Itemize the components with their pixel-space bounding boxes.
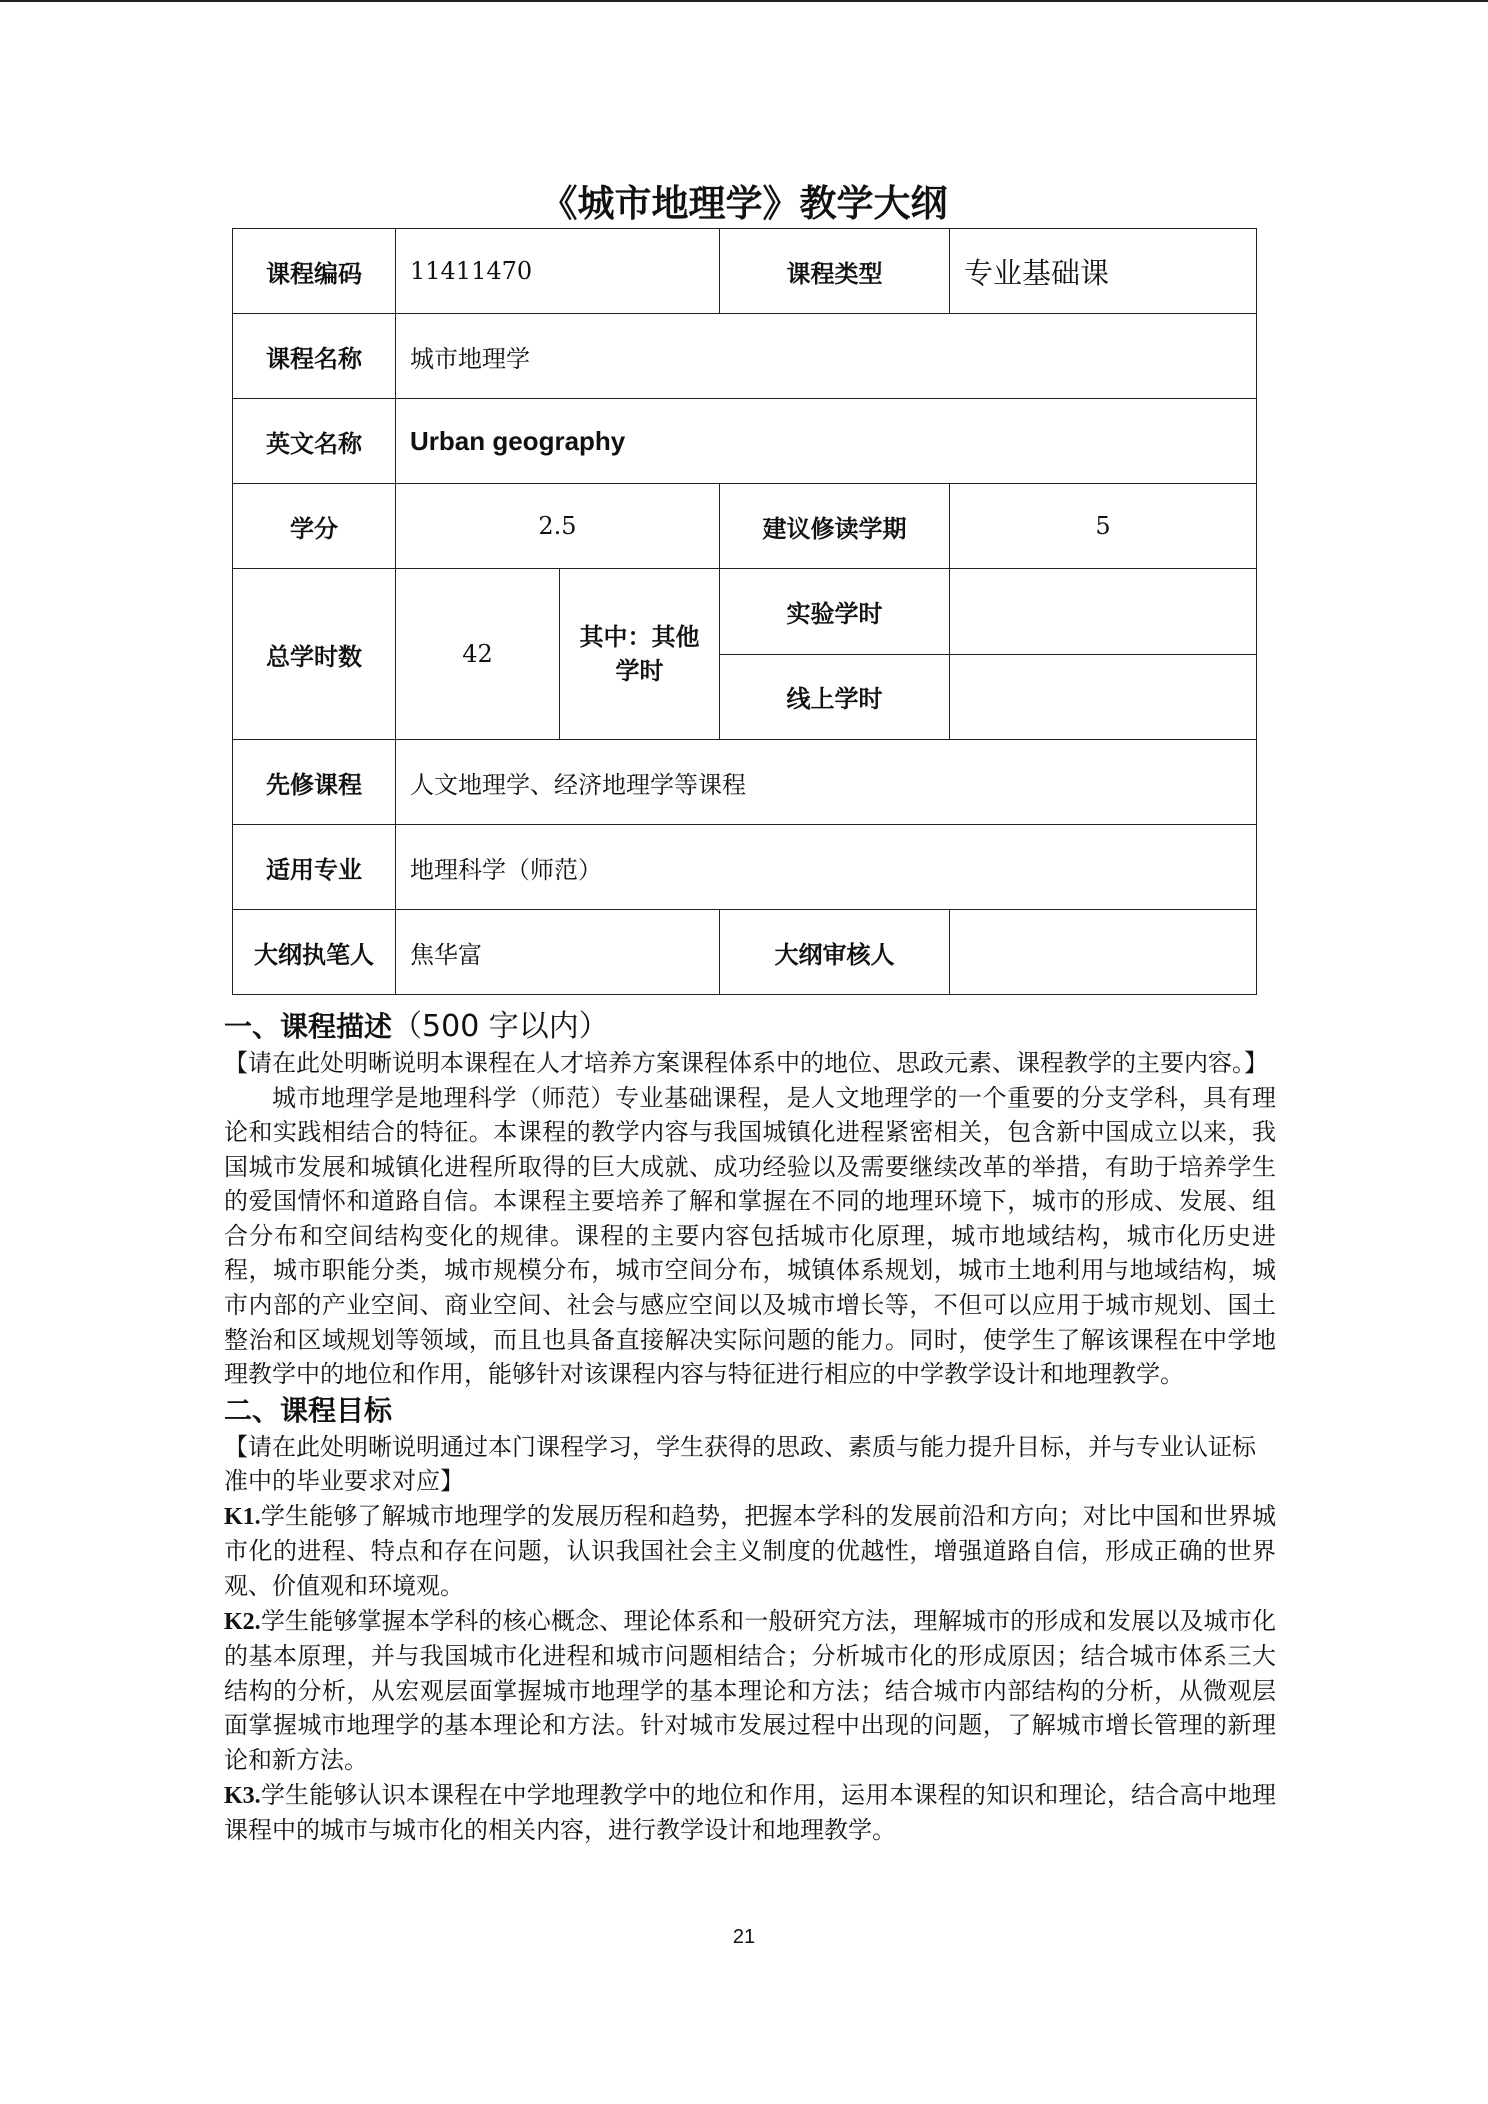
course-name-label: 课程名称 xyxy=(233,314,396,399)
objective-key: K2. xyxy=(224,1608,261,1635)
semester-value: 5 xyxy=(950,484,1257,569)
table-row xyxy=(233,229,1257,314)
objective-item xyxy=(224,1778,1276,1848)
other-hours-label: 其中：其他学时 xyxy=(560,569,720,740)
online-hours-label: 线上学时 xyxy=(720,654,950,740)
prereq-label: 先修课程 xyxy=(233,740,396,825)
section-instruction: 【请在此处明晰说明本课程在人才培养方案课程体系中的地位、思政元素、课程教学的主要内容。】 xyxy=(224,1049,1268,1077)
course-code-label: 课程编码 xyxy=(233,229,396,314)
author-label: 大纲执笔人 xyxy=(233,910,396,995)
english-name-label: 英文名称 xyxy=(233,399,396,484)
credit-value: 2.5 xyxy=(396,484,720,569)
objective-text: 学生能够了解城市地理学的发展历程和趋势，把握本学科的发展前沿和方向；对比中国和世界城市化的进程、特点和存在问题，认识我国社会主义制度的优越性，增强道路自信，形成正确的世界观、价值观和环境观。 xyxy=(224,1501,1276,1601)
reviewer-value xyxy=(950,910,1257,995)
semester-label: 建议修读学期 xyxy=(720,484,950,569)
credit-label: 学分 xyxy=(233,484,396,569)
section-heading-objectives: 二、课程目标 xyxy=(224,1393,393,1427)
page-number: 21 xyxy=(732,1926,756,1948)
course-name-value: 城市地理学 xyxy=(396,314,1257,399)
objective-text: 学生能够认识本课程在中学地理教学中的地位和作用，运用本课程的知识和理论，结合高中地理课程中的城市与城市化的相关内容，进行教学设计和地理教学。 xyxy=(224,1780,1276,1845)
section-word-limit-note: （500 字以内） xyxy=(392,1009,609,1044)
page-top-border xyxy=(0,0,1488,2)
objective-key: K3. xyxy=(224,1782,261,1809)
major-label: 适用专业 xyxy=(233,825,396,910)
course-type-label: 课程类型 xyxy=(720,229,950,314)
table-row xyxy=(233,569,1257,655)
reviewer-label: 大纲审核人 xyxy=(720,910,950,995)
english-name-value: Urban geography xyxy=(396,399,1257,484)
section-instruction: 【请在此处明晰说明通过本门课程学习，学生获得的思政、素质与能力提升目标，并与专业认证标准中的毕业要求对应】 xyxy=(224,1432,1256,1496)
objective-key: K1. xyxy=(224,1503,261,1530)
table-row xyxy=(233,314,1257,399)
table-row xyxy=(233,399,1257,484)
lab-hours-label: 实验学时 xyxy=(720,569,950,655)
course-info-table xyxy=(232,228,1257,995)
table-row xyxy=(233,484,1257,569)
section-heading-description xyxy=(224,1008,1276,1046)
course-code-value: 11411470 xyxy=(396,229,720,314)
document-title: 《城市地理学》教学大纲 xyxy=(540,182,948,225)
author-value: 焦华富 xyxy=(396,910,720,995)
table-row xyxy=(233,910,1257,995)
objective-text: 学生能够掌握本学科的核心概念、理论体系和一般研究方法，理解城市的形成和发展以及城市化的基本原理，并与我国城市化进程和城市问题相结合；分析城市化的形成原因；结合城市体系三大结构的分析，从宏观层面掌握城市地理学的基本理论和方法；结合城市内部结构的分析，从微观层面掌握城市地理学的基本理论和方法。针对城市发展过程中出现的问题，了解城市增长管理的新理论和新方法。 xyxy=(224,1606,1276,1774)
prereq-value: 人文地理学、经济地理学等课程 xyxy=(396,740,1257,825)
online-hours-value xyxy=(950,654,1257,740)
course-description-paragraph: 城市地理学是地理科学（师范）专业基础课程，是人文地理学的一个重要的分支学科，具有理论和实践相结合的特征。本课程的教学内容与我国城镇化进程紧密相关，包含新中国成立以来，我国城市发展和城镇化进程所取得的巨大成就、成功经验以及需要继续改革的举措，有助于培养学生的爱国情怀和道路自信。本课程主要培养了解和掌握在不同的地理环境下，城市的形成、发展、组合分布和空间结构变化的规律。课程的主要内容包括城市化原理，城市地域结构，城市化历史进程，城市职能分类，城市规模分布，城市空间分布，城镇体系规划，城市土地利用与地域结构，城市内部的产业空间、商业空间、社会与感应空间以及城市增长等，不但可以应用于城市规划、国土整治和区域规划等领域，而且也具备直接解决实际问题的能力。同时，使学生了解该课程在中学地理教学中的地位和作用，能够针对该课程内容与特征进行相应的中学教学设计和地理教学。 xyxy=(224,1083,1276,1389)
table-row xyxy=(233,740,1257,825)
table-row xyxy=(233,825,1257,910)
objective-item xyxy=(224,1499,1276,1604)
total-hours-value: 42 xyxy=(396,569,560,740)
total-hours-label: 总学时数 xyxy=(233,569,396,740)
lab-hours-value xyxy=(950,569,1257,655)
document-body xyxy=(224,1008,1276,1848)
objective-item xyxy=(224,1604,1276,1778)
major-value: 地理科学（师范） xyxy=(396,825,1257,910)
course-type-value: 专业基础课 xyxy=(950,229,1257,314)
section-title: 一、课程描述 xyxy=(224,1010,393,1043)
